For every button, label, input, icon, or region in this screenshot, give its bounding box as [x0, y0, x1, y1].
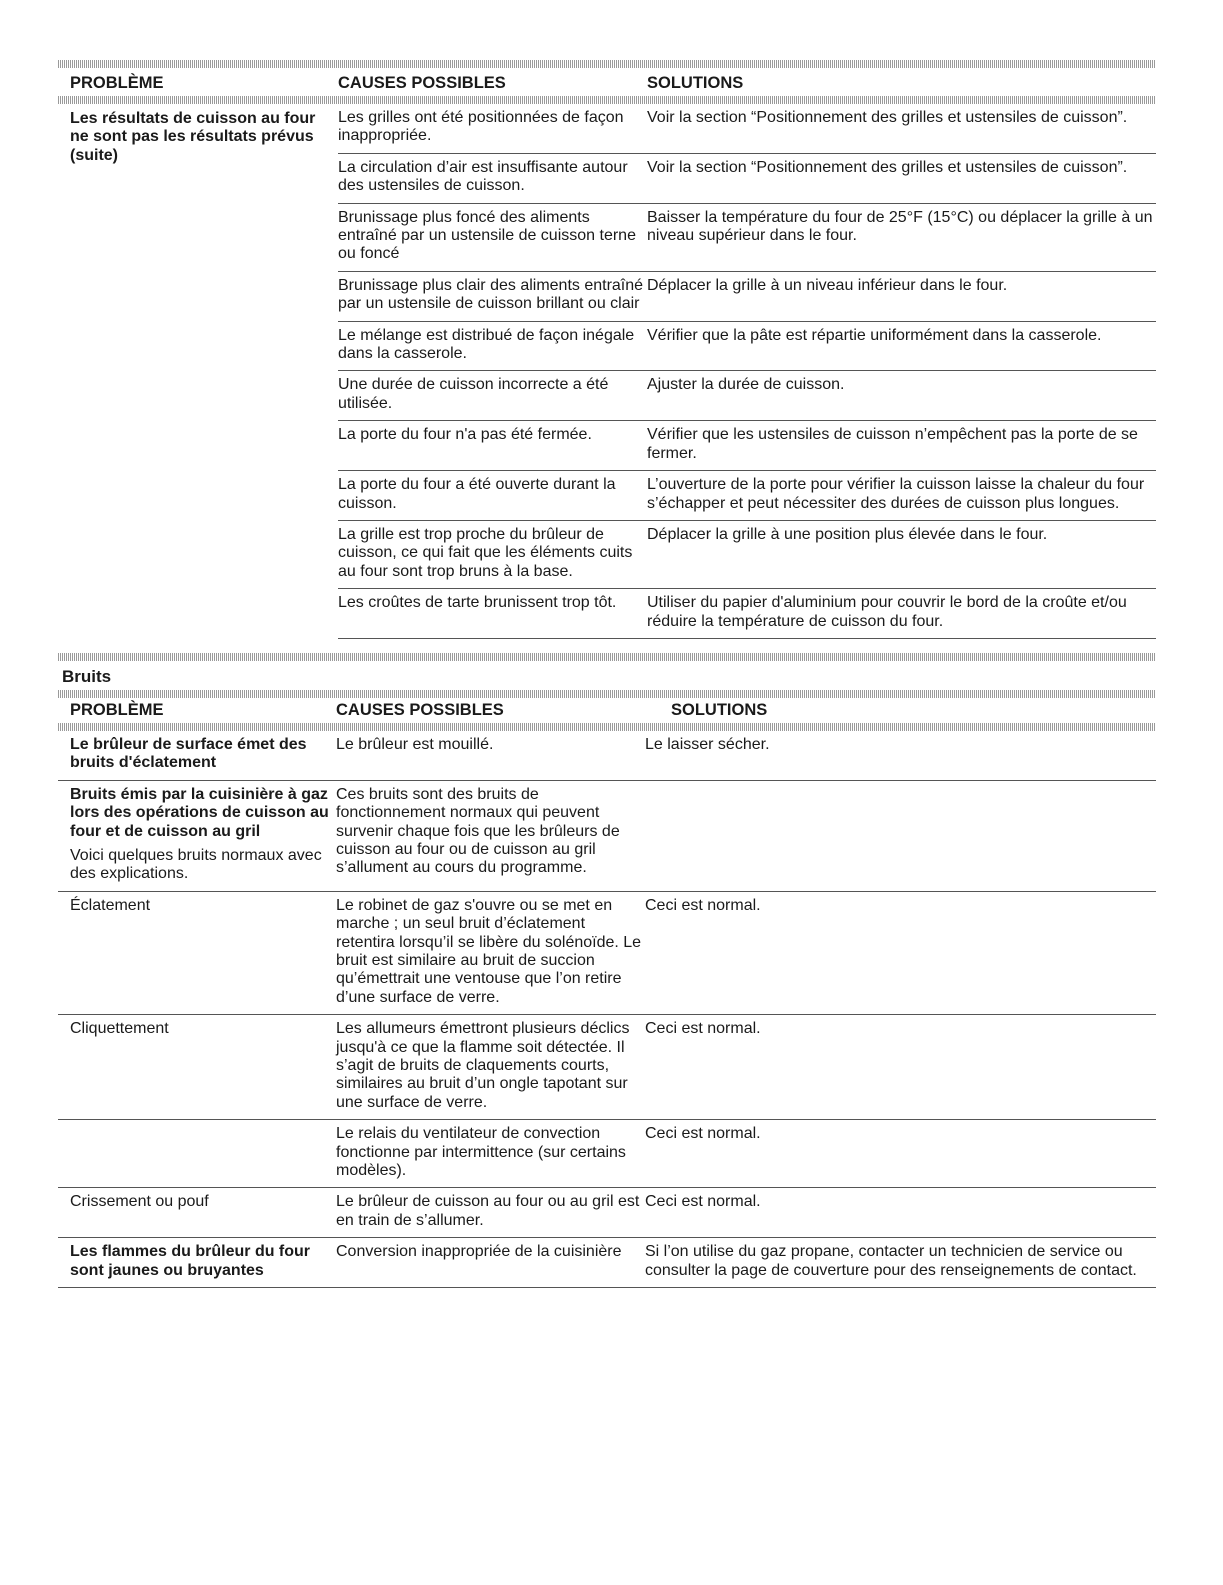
problem-cell	[58, 736, 336, 773]
table-header	[58, 698, 1156, 723]
cause-cell: Une durée de cuisson incorrecte a été utilisée.	[338, 376, 609, 412]
cause-cell: Ces bruits sont des bruits de fonctionnement normaux qui peuvent survenir chaque fois que les brûleurs de cuisson au four ou de cuisson au gril s’allument au cours du programme.	[336, 785, 620, 877]
table-row	[338, 154, 1156, 204]
table-row	[338, 421, 1156, 471]
header-bottom-rule	[58, 96, 1156, 104]
problem-cell	[58, 1020, 336, 1112]
cause-cell: La porte du four a été ouverte durant la cuisson.	[338, 476, 616, 512]
solution-cell: Ceci est normal.	[645, 1193, 761, 1211]
table-row	[58, 731, 1156, 781]
table-row	[338, 104, 1156, 154]
problem-text: Bruits émis par la cuisinière à gaz lors des opérations de cuisson au four et de cuisson au gril	[70, 785, 329, 840]
problem-text: Les résultats de cuisson au four ne sont pas les résultats prévus (suite)	[70, 110, 316, 164]
problem-cell	[58, 1243, 336, 1280]
header-problem: PROBLÈME	[70, 700, 164, 719]
table-row	[58, 1120, 1156, 1188]
header-bottom-rule	[58, 723, 1156, 731]
cause-cell: Conversion inappropriée de la cuisinière	[336, 1243, 622, 1261]
table-row	[338, 322, 1156, 372]
problem-note: Voici quelques bruits normaux avec des explications.	[70, 846, 322, 883]
cause-solution-rows	[338, 104, 1156, 639]
solution-cell: L’ouverture de la porte pour vérifier la cuisson laisse la chaleur du four s’échapper et peut nécessiter des durées de cuisson plus longues.	[647, 476, 1145, 512]
solution-cell: Voir la section “Positionnement des grilles et ustensiles de cuisson”.	[647, 158, 1128, 176]
table-row	[338, 204, 1156, 272]
table-row	[58, 1238, 1156, 1288]
problem-cell	[58, 1193, 336, 1230]
problem-text: Cliquettement	[70, 1020, 169, 1038]
solution-cell: Ceci est normal.	[645, 1020, 761, 1038]
cause-cell: Le robinet de gaz s'ouvre ou se met en marche ; un seul bruit d’éclatement retentira lorsqu’il se libère du solénoïde. Le bruit est similaire au bruit de succion qu’émettrait une ventouse que l’on retire d’une surface de verre.	[336, 896, 642, 1006]
problem-cell	[58, 1125, 336, 1180]
solution-cell: Le laisser sécher.	[645, 735, 770, 753]
solution-cell	[645, 786, 1156, 884]
header-solutions: SOLUTIONS	[671, 700, 768, 719]
cause-cell: Brunissage plus clair des aliments entraîné par un ustensile de cuisson brillant ou clair	[338, 276, 644, 313]
cause-cell: Les croûtes de tarte brunissent trop tôt.	[338, 594, 617, 612]
problem-cell	[58, 897, 336, 1007]
table-row	[338, 272, 1156, 322]
problem-text: Éclatement	[70, 896, 151, 914]
cause-cell: Le relais du ventilateur de convection fonctionne par intermittence (sur certains modèles).	[336, 1125, 626, 1180]
solution-cell: Voir la section “Positionnement des grilles et ustensiles de cuisson”.	[647, 109, 1128, 126]
cause-cell: La circulation d’air est insuffisante autour des ustensiles de cuisson.	[338, 158, 628, 195]
cause-cell: Le brûleur de cuisson au four ou au gril est en train de s’allumer.	[336, 1193, 640, 1229]
problem-group	[58, 104, 1156, 639]
table-row	[58, 892, 1156, 1015]
solution-cell: Ceci est normal.	[645, 1125, 761, 1143]
noise-rows	[58, 731, 1156, 1288]
header-solutions: SOLUTIONS	[647, 74, 744, 92]
table-row	[338, 521, 1156, 589]
table-top-rule	[58, 690, 1156, 698]
problem-text: Les flammes du brûleur du four sont jaunes ou bruyantes	[70, 1243, 311, 1279]
solution-cell: Déplacer la grille à une position plus élevée dans le four.	[647, 525, 1048, 543]
cause-cell: La grille est trop proche du brûleur de cuisson, ce qui fait que les éléments cuits au four sont trop bruns à la base.	[338, 525, 633, 580]
section-title: Bruits	[62, 666, 112, 686]
table-header	[58, 68, 1156, 96]
table-row	[58, 1188, 1156, 1238]
solution-cell: Déplacer la grille à un niveau inférieur dans le four.	[647, 276, 1008, 294]
table-row	[338, 589, 1156, 639]
cause-cell: Le brûleur est mouillé.	[336, 735, 494, 753]
header-causes: CAUSES POSSIBLES	[336, 700, 504, 719]
section-divider	[58, 653, 1156, 661]
problem-text: Crissement ou pouf	[70, 1193, 209, 1211]
solution-cell: Ceci est normal.	[645, 896, 761, 914]
solution-cell: Si l’on utilise du gaz propane, contacter un technicien de service ou consulter la page de couverture pour des renseignements de contact.	[645, 1243, 1137, 1279]
oven-results-table	[58, 60, 1156, 639]
cause-cell: Les grilles ont été positionnées de façon inappropriée.	[338, 109, 624, 145]
solution-cell: Baisser la température du four de 25°F (15°C) ou déplacer la grille à un niveau supérieur dans le four.	[647, 208, 1153, 245]
noise-table	[58, 690, 1156, 1288]
table-row	[338, 471, 1156, 521]
table-row	[58, 1015, 1156, 1120]
problem-text: Le brûleur de surface émet des bruits d'éclatement	[70, 735, 307, 772]
solution-cell: Ajuster la durée de cuisson.	[647, 376, 845, 394]
table-top-rule	[58, 60, 1156, 68]
table-row	[338, 371, 1156, 421]
problem-cell	[58, 786, 336, 884]
table-row	[58, 781, 1156, 892]
cause-cell: Les allumeurs émettront plusieurs déclics jusqu'à ce que la flamme soit détectée. Il s’agit de bruits de claquements courts, similaires au bruit d’un ongle tapotant sur une surface de verre.	[336, 1020, 630, 1111]
solution-cell: Vérifier que la pâte est répartie uniformément dans la casserole.	[647, 326, 1102, 344]
cause-cell: Le mélange est distribué de façon inégale dans la casserole.	[338, 326, 635, 363]
cause-cell: La porte du four n'a pas été fermée.	[338, 426, 592, 444]
solution-cell: Vérifier que les ustensiles de cuisson n’empêchent pas la porte de se fermer.	[647, 426, 1138, 462]
solution-cell: Utiliser du papier d'aluminium pour couvrir le bord de la croûte et/ou réduire la température de cuisson du four.	[647, 594, 1127, 630]
troubleshooting-page	[58, 60, 1156, 1288]
header-causes: CAUSES POSSIBLES	[338, 74, 506, 92]
cause-cell: Brunissage plus foncé des aliments entraîné par un ustensile de cuisson terne ou foncé	[338, 208, 636, 263]
header-problem: PROBLÈME	[70, 74, 164, 92]
